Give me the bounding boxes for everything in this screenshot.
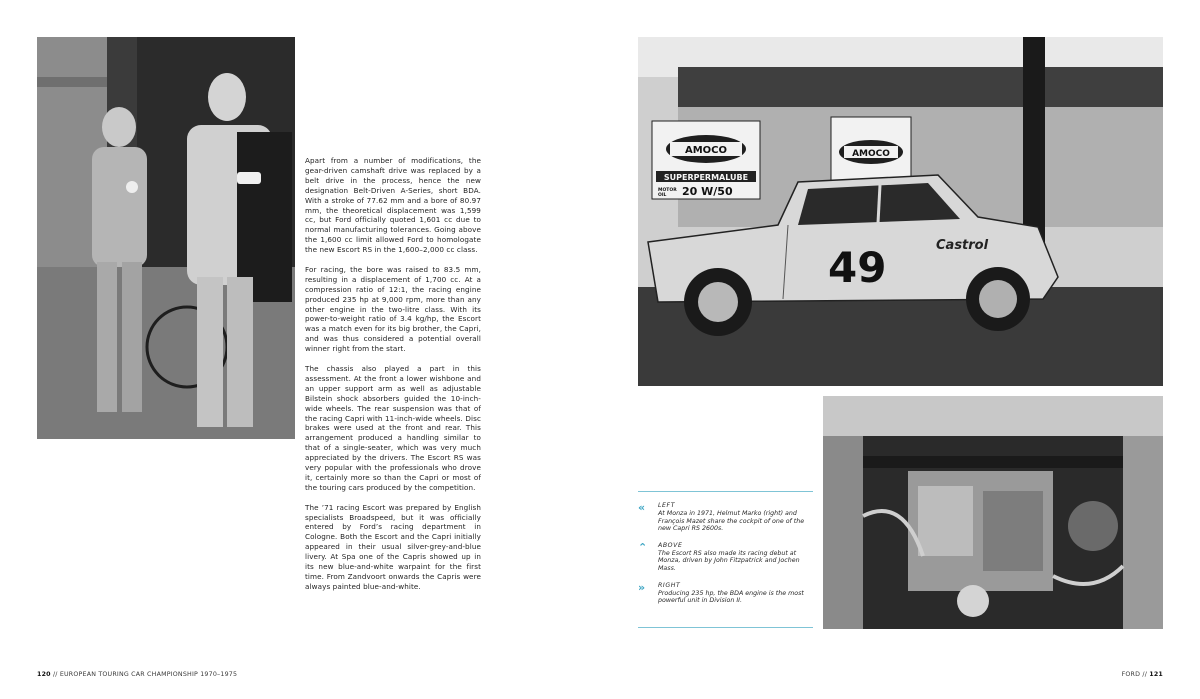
footer-separator: // [1142, 671, 1148, 678]
sign1-line1: SUPERPERMALUBE [663, 173, 749, 182]
sign1-brand: AMOCO [684, 145, 728, 156]
caption-title: LEFT [658, 502, 676, 509]
page-number-left: 120 [37, 671, 51, 678]
double-arrow-left-icon: « [638, 501, 646, 514]
captions-box [638, 491, 813, 628]
running-title-right: FORD [1121, 671, 1141, 678]
caption-above [638, 542, 813, 573]
footer-left [37, 671, 237, 678]
paragraph: For racing, the bore was raised to 83.5 mm, resulting in a displacement of 1,700 cc. At a compression ratio of 12:1, the racing engine produced 235 hp at 9,000 rpm, more than any other engine in the two-litre class. With its power-to-weight ratio of 3.4 kg/hp, the Escort was a match even for its big brother, the Capri, and was thus considered a potential overall winner right from the start. [305, 264, 481, 354]
paragraph: The ’71 racing Escort was prepared by English specialists Broadspeed, but it was officially entered by Ford’s racing department in Cologne. Both the Escort and the Capri initially appeared in their usual silver-grey-and-blue livery. At Spa one of the Capris showed up in its new blue-and-white warpaint for the first time. From Zandvoort onwards the Capris were always painted blue-and-white. [305, 502, 481, 591]
caption-text: The Escort RS also made its racing debut at Monza, driven by John Fitzpatrick and Jochen Mass. [658, 549, 800, 572]
body-text-column [305, 156, 481, 602]
running-title-left: EUROPEAN TOURING CAR CHAMPIONSHIP 1970–1975 [59, 671, 238, 678]
page-number-right: 121 [1149, 671, 1163, 678]
sign2-brand: AMOCO [852, 149, 890, 159]
photo-bda-engine [823, 396, 1163, 629]
double-arrow-up-icon: ⌃ [638, 540, 648, 554]
caption-text: At Monza in 1971, Helmut Marko (right) and François Mazet share the cockpit of one of the new Capri RS 2600s. [658, 510, 805, 533]
caption-title: ABOVE [658, 541, 683, 549]
caption-left [638, 502, 813, 533]
footer-right [1122, 671, 1163, 678]
caption-text: Producing 235 hp, the BDA engine is the most powerful unit in Division II. [658, 589, 804, 605]
paragraph: Apart from a number of modifications, the gear-driven camshaft drive was replaced by a belt drive in the process, hence the new designation Belt-Driven A-Series, short BDA. With a stroke of 77.62 mm and a bore of 80.97 mm, the theoretical displacement was 1,599 cc, but Ford officially quoted 1,601 cc due to normal manufacturing tolerances. Going above the 1,600 cc limit allowed Ford to homologate the new Escort RS in the 1,600–2,000 cc class. [305, 156, 481, 255]
photo-escort-49 [638, 37, 1163, 386]
double-arrow-right-icon: » [638, 580, 646, 594]
paragraph: The chassis also played a part in this assessment. At the front a lower wishbone and an upper support arm as well as adjustable Bilstein shock absorbers guided the 10-inch-wide wheels. The rear suspension was that of the racing Capri with 11-inch-wide wheels. Disc brakes were used at the front and rear. This arrangement produced a handling similar to that of a single-seater, which was very much appreciated by the drivers. The Escort RS was very popular with the professionals who drove it, certainly more so than the Capri or most of the touring cars produced by the competition. [305, 364, 481, 492]
car-sponsor: Castrol [936, 238, 989, 253]
caption-title: RIGHT [658, 581, 681, 589]
caption-right [638, 582, 813, 605]
car-number: 49 [828, 243, 887, 292]
footer-separator: // [52, 671, 58, 678]
photo-drivers-at-monza [37, 37, 295, 439]
sign1-line2a: MOTOR [658, 188, 677, 193]
sign1-line2c: 20 W/50 [682, 185, 733, 198]
sign1-line2b: OIL [658, 193, 667, 198]
